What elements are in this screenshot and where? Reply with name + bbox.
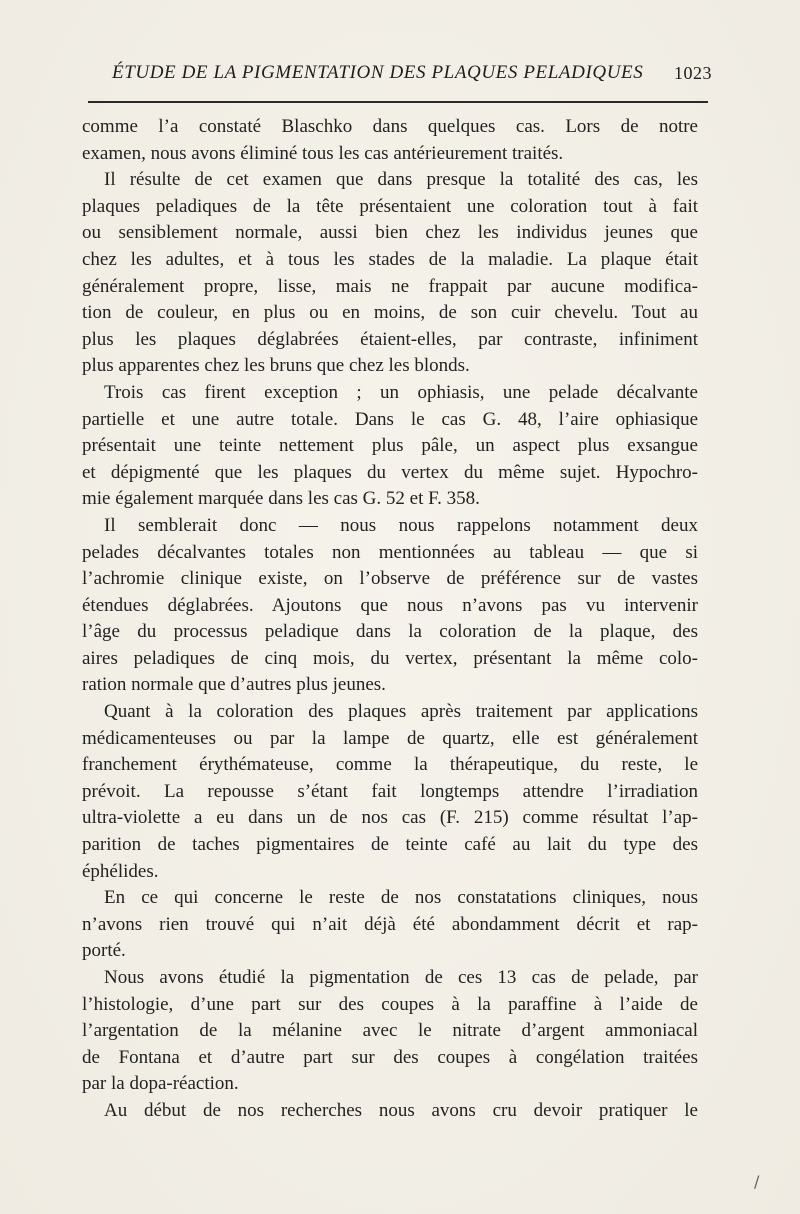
text-line: parition de taches pigmentaires de teinte café au lait du type des <box>82 834 698 856</box>
text-line: médicamenteuses ou par la lampe de quartz, elle est généralement <box>82 727 698 749</box>
page-header <box>82 62 712 92</box>
text-line: pelades décalvantes totales non mentionnées au tableau — que si <box>82 541 698 563</box>
text-line: comme l’a constaté Blaschko dans quelques cas. Lors de notre <box>82 116 698 137</box>
text-line: de Fontana et d’autre part sur des coupes à congélation traitées <box>82 1046 698 1068</box>
text-line: ultra-violette a eu dans un de nos cas (F. 215) comme résultat l’ap- <box>82 807 698 829</box>
paragraph-start: Il résulte de cet examen que dans presque la totalité des cas, les <box>104 169 698 191</box>
paragraph-start: Trois cas firent exception ; un ophiasis, une pelade décalvante <box>104 381 698 403</box>
text-line: n’avons rien trouvé qui n’ait déjà été abondamment décrit et rap- <box>82 913 698 935</box>
text-line: l’âge du processus peladique dans la coloration de la plaque, des <box>82 621 698 643</box>
text-line: aires peladiques de cinq mois, du vertex, présentant la même colo- <box>82 647 698 669</box>
paragraph-start: Quant à la coloration des plaques après traitement par applications <box>104 701 698 723</box>
text-line: l’argentation de la mélanine avec le nitrate d’argent ammoniacal <box>82 1020 698 1042</box>
text-line: et dépigmenté que les plaques du vertex du même sujet. Hypochro- <box>82 461 698 483</box>
text-line: l’achromie clinique existe, on l’observe de préférence sur de vastes <box>82 568 698 590</box>
running-title: ÉTUDE DE LA PIGMENTATION DES PLAQUES PELADIQUES <box>112 62 644 83</box>
text-line: l’histologie, d’une part sur des coupes à la paraffine à l’aide de <box>82 993 698 1015</box>
text-line: étendues déglabrées. Ajoutons que nous n’avons pas vu intervenir <box>82 594 698 616</box>
text-line: mie également marquée dans les cas G. 52 et F. 358. <box>82 488 480 510</box>
text-line: éphélides. <box>82 860 159 882</box>
paragraph-start: En ce qui concerne le reste de nos constatations cliniques, nous <box>104 887 698 909</box>
paragraph-start: Au début de nos recherches nous avons cru devoir pratiquer le <box>104 1099 698 1121</box>
text-line: plus les plaques déglabrées étaient-elles, par contraste, infiniment <box>82 328 698 350</box>
text-line: par la dopa-réaction. <box>82 1073 239 1095</box>
text-line: chez les adultes, et à tous les stades de la maladie. La plaque était <box>82 248 698 270</box>
header-rule <box>88 101 708 103</box>
text-line: tion de couleur, en plus ou en moins, de son cuir chevelu. Tout au <box>82 302 698 324</box>
text-line: plaques peladiques de la tête présentaient une coloration tout à fait <box>82 195 698 217</box>
text-line: franchement érythémateuse, comme la thérapeutique, du reste, le <box>82 754 698 776</box>
paragraph-start: Il semblerait donc — nous nous rappelons notamment deux <box>104 514 698 536</box>
text-line: ration normale que d’autres plus jeunes. <box>82 674 386 696</box>
text-line: généralement propre, lisse, mais ne frappait par aucune modifica- <box>82 275 698 297</box>
text-line: prévoit. La repousse s’étant fait longtemps attendre l’irradiation <box>82 780 698 802</box>
text-line: examen, nous avons éliminé tous les cas antérieurement traités. <box>82 142 564 164</box>
text-line: partielle et une autre totale. Dans le cas G. 48, l’aire ophiasique <box>82 408 698 430</box>
page-number: 1023 <box>674 63 712 83</box>
text-line: ou sensiblement normale, aussi bien chez les individus jeunes que <box>82 222 698 244</box>
text-line: présentait une teinte nettement plus pâle, un aspect plus exsangue <box>82 435 698 457</box>
text-line: plus apparentes chez les bruns que chez les blonds. <box>82 355 470 377</box>
text-line: porté. <box>82 940 126 962</box>
margin-mark: / <box>754 1172 760 1191</box>
body-text <box>82 114 698 1125</box>
paragraph-start: Nous avons étudié la pigmentation de ces 13 cas de pelade, par <box>104 967 698 988</box>
